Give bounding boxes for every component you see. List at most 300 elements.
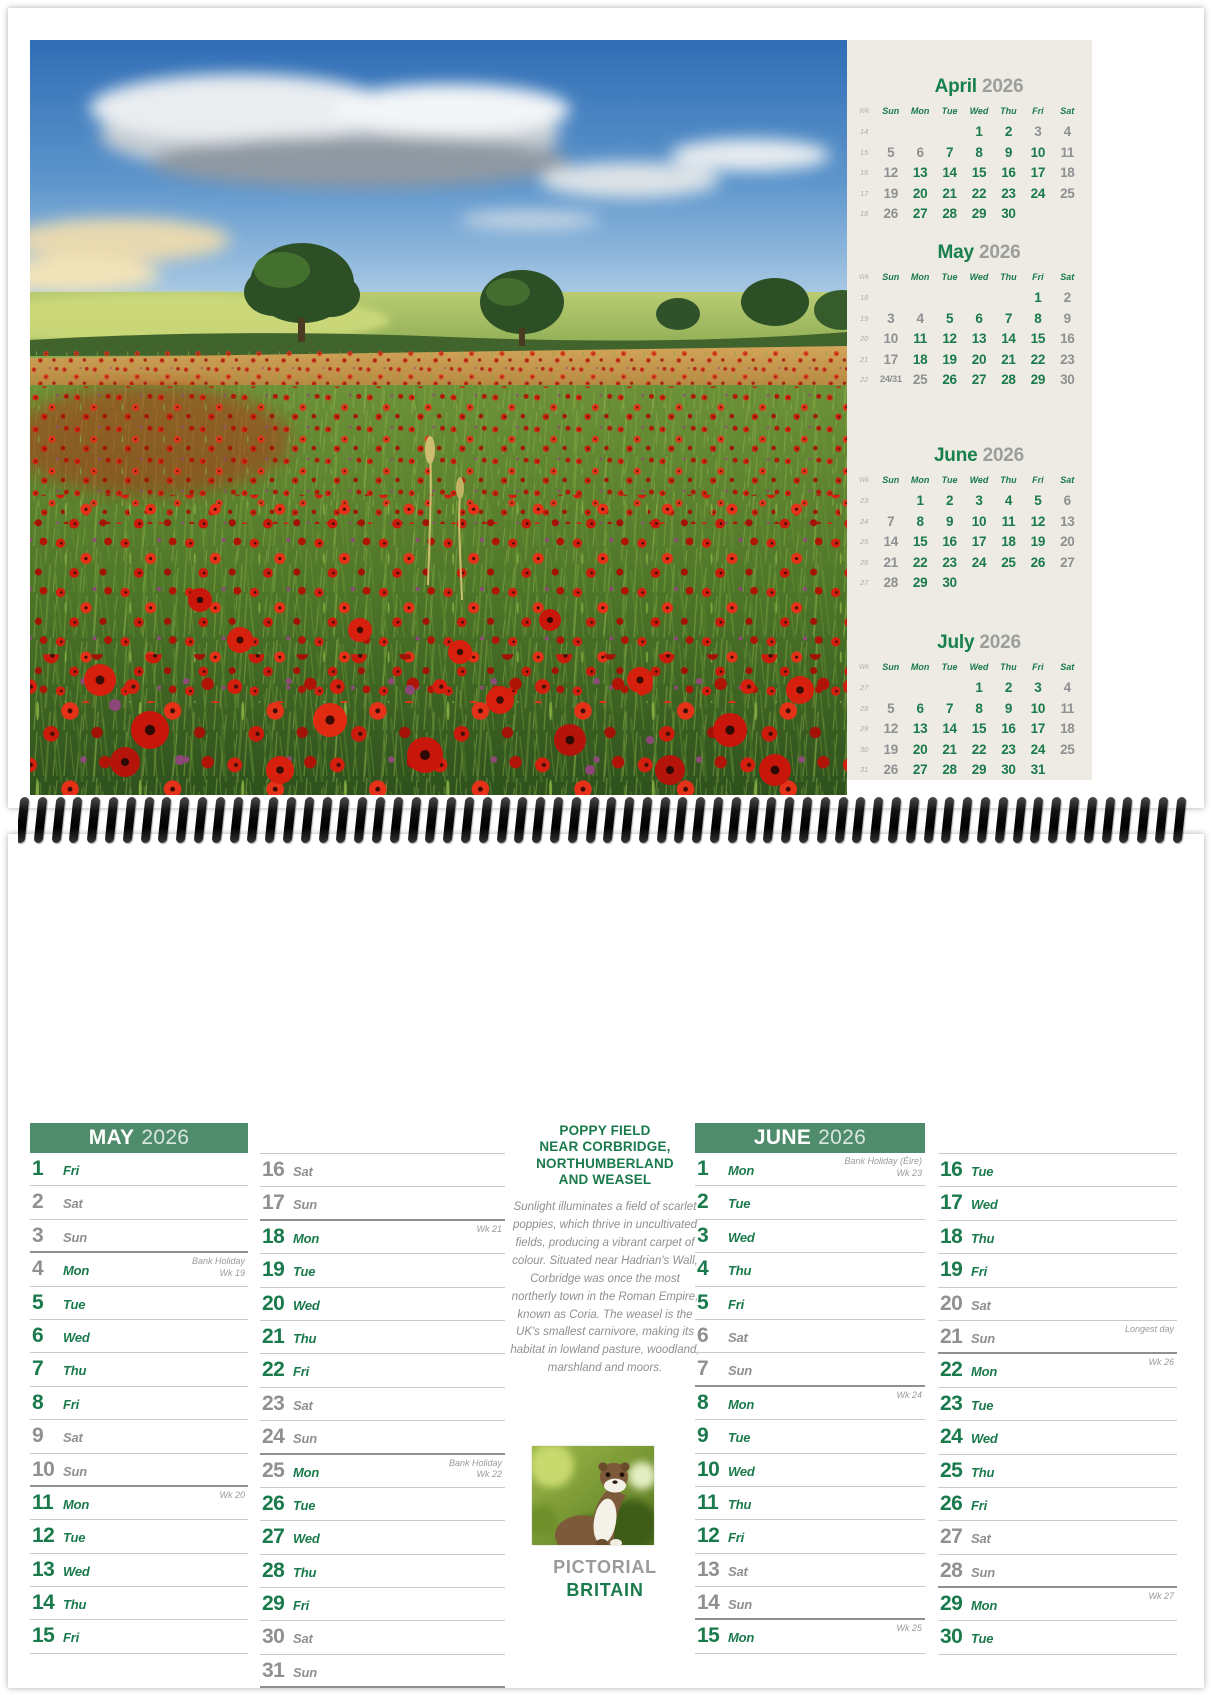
calendar-day: 26	[1030, 554, 1046, 570]
calendar-day: 7	[887, 513, 895, 529]
feature-title-line: NORTHUMBERLAND	[536, 1155, 674, 1171]
planner-day-name: Tue	[63, 1530, 86, 1546]
calendar-day: 22	[912, 554, 928, 570]
planner-row	[30, 1620, 248, 1653]
poppy-field-photo	[30, 40, 847, 795]
day-header: Fri	[1032, 106, 1044, 117]
planner-day-name: Wed	[971, 1431, 998, 1447]
planner-day-name: Wed	[293, 1531, 320, 1547]
planner-day-name: Sat	[293, 1164, 313, 1179]
calendar-day: 19	[883, 185, 898, 201]
feature-title-line: AND WEASEL	[558, 1172, 652, 1188]
calendar-day: 23	[942, 554, 957, 570]
week-column-header: Wk	[859, 476, 870, 484]
planner-row	[30, 1287, 248, 1320]
planner-day-name: Sat	[971, 1297, 991, 1313]
calendar-day: 12	[883, 721, 898, 737]
planner-day-number: 17	[262, 1191, 285, 1215]
calendar-day: 3	[887, 310, 895, 326]
week-column-header: Wk	[859, 273, 870, 281]
planner-may-right-rows	[260, 1153, 505, 1688]
planner-day-name: Tue	[293, 1264, 316, 1280]
calendar-day: 10	[1030, 144, 1046, 160]
calendar-day: 28	[1001, 372, 1016, 388]
calendar-day: 28	[883, 575, 898, 591]
calendar-day: 4	[1004, 493, 1013, 509]
planner-june-month: JUNE	[753, 1126, 812, 1149]
calendar-day: 11	[1060, 144, 1075, 160]
planner-day-number: 5	[32, 1290, 44, 1314]
planner-day-name: Fri	[293, 1598, 310, 1614]
planner-row	[260, 1221, 505, 1254]
calendar-day: 24	[1030, 185, 1046, 201]
week-number: 19	[860, 313, 869, 323]
planner-day-name: Wed	[293, 1297, 320, 1313]
planner-row	[30, 1587, 248, 1620]
planner-day-number: 6	[697, 1323, 709, 1347]
planner-row	[30, 1186, 248, 1219]
planner-day-name: Wed	[63, 1329, 90, 1345]
calendar-day: 24	[1030, 741, 1046, 757]
day-header: Sun	[882, 272, 900, 283]
week-number: 16	[860, 168, 869, 178]
mini-cal-title: April 2026	[934, 76, 1024, 97]
planner-row	[260, 1521, 505, 1554]
planner-day-name: Fri	[971, 1264, 988, 1280]
planner-day-number: 25	[262, 1458, 285, 1482]
planner-day-number: 21	[940, 1324, 963, 1348]
planner-day-name: Mon	[728, 1396, 755, 1412]
planner-day-name: Sun	[971, 1330, 995, 1346]
planner-day-name: Tue	[971, 1164, 994, 1179]
planner-day-number: 30	[262, 1625, 285, 1649]
calendar-day: 6	[916, 700, 924, 716]
planner-row	[260, 1421, 505, 1454]
calendar-day: 21	[883, 554, 898, 570]
calendar-day: 11	[1001, 513, 1016, 529]
day-header: Wed	[969, 272, 989, 283]
day-header: Mon	[910, 106, 930, 117]
mini-cal-grid	[859, 101, 1082, 224]
brand-line-2: BRITAIN	[566, 1579, 644, 1600]
calendar-day: 4	[916, 310, 924, 326]
calendar-day: 30	[1001, 206, 1016, 222]
week-number: 28	[860, 703, 869, 713]
planner-row	[695, 1620, 925, 1653]
calendar-day: 20	[971, 351, 987, 367]
mini-cal-title: June 2026	[933, 445, 1025, 466]
planner-row	[30, 1253, 248, 1286]
planner-day-name: Sat	[728, 1563, 748, 1579]
planner-day-number: 22	[940, 1358, 963, 1382]
planner-row	[695, 1320, 925, 1353]
planner-row	[938, 1187, 1177, 1220]
planner-day-notes: Wk 21	[476, 1223, 502, 1234]
planner-row	[260, 1187, 505, 1220]
calendar-bottom-page	[8, 834, 1204, 1688]
planner-day-number: 27	[940, 1525, 963, 1549]
calendar-day: 29	[971, 206, 987, 222]
day-header: Sat	[1060, 272, 1075, 283]
calendar-day: 29	[971, 762, 987, 778]
calendar-day: 25	[912, 372, 928, 388]
planner-day-number: 10	[32, 1457, 55, 1481]
calendar-day: 25	[1001, 554, 1016, 570]
weasel-illustration	[532, 1446, 654, 1545]
planner-row	[938, 1421, 1177, 1454]
day-header: Tue	[941, 272, 958, 283]
calendar-day: 15	[912, 534, 928, 550]
calendar-day: 27	[1060, 554, 1075, 570]
planner-day-name: Sun	[63, 1463, 87, 1479]
planner-row	[260, 1455, 505, 1488]
planner-day-number: 2	[697, 1190, 709, 1214]
calendar-day: 1	[916, 493, 924, 509]
planner-row	[695, 1353, 925, 1386]
planner-day-number: 30	[940, 1625, 963, 1649]
planner-row	[695, 1186, 925, 1219]
planner-day-number: 2	[32, 1190, 44, 1214]
calendar-day: 20	[912, 185, 928, 201]
planner-row	[695, 1587, 925, 1620]
planner-row	[260, 1154, 505, 1187]
planner-day-name: Sat	[63, 1196, 83, 1212]
planner-day-name: Sat	[293, 1397, 313, 1413]
calendar-day: 16	[942, 534, 957, 550]
week-number: 17	[860, 188, 869, 198]
calendar-day: 11	[913, 331, 927, 347]
calendar-day: 10	[971, 513, 987, 529]
calendar-day: 1	[975, 680, 983, 696]
planner-row	[30, 1554, 248, 1587]
planner-day-number: 9	[697, 1424, 709, 1448]
planner-row	[695, 1287, 925, 1320]
planner-june-right-rows	[938, 1153, 1177, 1655]
calendar-day: 5	[1034, 493, 1042, 509]
day-header: Sat	[1060, 475, 1075, 486]
planner-day-number: 18	[262, 1224, 285, 1248]
mini-cal-june	[859, 445, 1082, 593]
planner-day-number: 8	[32, 1390, 44, 1414]
calendar-day: 9	[945, 513, 954, 529]
planner-may-year: 2026	[141, 1126, 190, 1149]
calendar-day: 9	[1004, 700, 1013, 716]
calendar-day: 24/31	[879, 374, 902, 386]
planner-day-number: 23	[940, 1391, 963, 1415]
planner-row	[260, 1321, 505, 1354]
planner-day-notes: Longest day	[1124, 1323, 1174, 1334]
calendar-day: 3	[1034, 680, 1042, 696]
planner-row	[695, 1520, 925, 1553]
planner-day-number: 16	[940, 1158, 963, 1181]
planner-row	[260, 1488, 505, 1521]
planner-day-number: 19	[940, 1258, 963, 1282]
week-number: 22	[860, 375, 869, 385]
planner-day-number: 13	[697, 1557, 720, 1581]
planner-row	[260, 1655, 505, 1688]
planner-row	[938, 1521, 1177, 1554]
calendar-day: 16	[1060, 331, 1075, 347]
planner-row	[938, 1621, 1177, 1654]
planner-day-number: 15	[697, 1624, 720, 1648]
calendar-day: 16	[1001, 165, 1016, 181]
planner-day-name: Mon	[971, 1364, 998, 1380]
planner-row	[695, 1220, 925, 1253]
week-number: 26	[860, 557, 869, 567]
day-header: Fri	[1032, 272, 1044, 283]
planner-day-number: 1	[32, 1157, 44, 1180]
planner-day-number: 26	[940, 1491, 963, 1515]
week-number: 18	[860, 293, 869, 303]
planner-day-name: Wed	[728, 1229, 755, 1245]
calendar-day: 19	[883, 741, 898, 757]
calendar-day: 28	[942, 206, 957, 222]
calendar-day: 23	[1060, 351, 1075, 367]
mini-cal-grid	[859, 267, 1082, 390]
day-header: Tue	[941, 662, 958, 673]
calendar-day: 23	[1001, 185, 1016, 201]
calendar-day: 13	[971, 331, 987, 347]
planner-may-left-rows	[30, 1153, 248, 1654]
planner-day-number: 20	[940, 1291, 963, 1315]
calendar-day: 10	[1030, 700, 1046, 716]
week-number: 14	[860, 127, 869, 137]
planner-row	[260, 1288, 505, 1321]
planner-day-number: 22	[262, 1358, 285, 1382]
week-number: 25	[860, 537, 869, 547]
planner-day-number: 6	[32, 1323, 44, 1347]
planner-day-number: 29	[940, 1592, 963, 1616]
day-header: Thu	[1000, 475, 1017, 486]
planner-day-name: Tue	[728, 1196, 751, 1212]
planner-day-name: Sun	[293, 1431, 317, 1447]
calendar-day: 28	[942, 762, 957, 778]
planner-day-name: Thu	[728, 1496, 752, 1512]
planner-day-number: 13	[32, 1557, 55, 1581]
planner-row	[260, 1388, 505, 1421]
day-header: Sun	[882, 106, 900, 117]
calendar-day: 7	[945, 700, 954, 716]
day-header: Sun	[882, 475, 900, 486]
planner-row	[260, 1354, 505, 1387]
poppy-field-illustration	[30, 40, 847, 795]
calendar-day: 1	[1034, 290, 1042, 306]
day-header: Sat	[1060, 106, 1075, 117]
planner-day-name: Sun	[293, 1664, 317, 1680]
week-column-header: Wk	[859, 663, 870, 671]
planner-day-name: Wed	[728, 1463, 755, 1479]
planner-day-number: 24	[262, 1425, 285, 1449]
calendar-day: 8	[1034, 310, 1042, 326]
calendar-day: 22	[1030, 351, 1046, 367]
planner-row	[30, 1220, 248, 1253]
planner-day-number: 4	[697, 1257, 709, 1281]
calendar-day: 21	[942, 185, 957, 201]
week-column-header: Wk	[859, 107, 870, 115]
feature-body: Sunlight illuminates a field of scarlet poppies, which thrive in uncultivated fields, producing a vibrant carpet of colour. Situated near Hadrian's Wall, Corbridge was once the most northerly town in the Roman Empire, known as Coria. The weasel is the UK's smallest carnivore, making its habitat in lowland pasture, woodland, marshland and moors.	[510, 1200, 700, 1375]
day-header: Thu	[1000, 662, 1017, 673]
planner-day-number: 3	[32, 1223, 44, 1247]
calendar-day: 27	[912, 762, 928, 778]
planner-row	[938, 1288, 1177, 1321]
planner-day-number: 16	[262, 1158, 285, 1181]
calendar-day: 15	[1030, 331, 1046, 347]
calendar-day: 18	[1060, 165, 1075, 181]
planner-day-name: Mon	[63, 1263, 90, 1279]
planner-day-name: Sat	[293, 1631, 313, 1647]
calendar-day: 17	[1030, 165, 1046, 181]
calendar-day: 26	[942, 372, 957, 388]
calendar-day: 8	[916, 513, 924, 529]
planner-day-number: 26	[262, 1491, 285, 1515]
calendar-day: 16	[1001, 721, 1016, 737]
planner-day-number: 9	[32, 1424, 44, 1448]
planner-row	[30, 1420, 248, 1453]
planner-day-name: Tue	[293, 1497, 316, 1513]
calendar-day: 2	[945, 493, 954, 509]
planner-day-name: Sun	[293, 1197, 317, 1213]
day-header: Sat	[1060, 662, 1075, 673]
calendar-day: 12	[1030, 513, 1046, 529]
calendar-day: 22	[971, 185, 987, 201]
calendar-day: 17	[971, 534, 987, 550]
planner-day-number: 10	[697, 1457, 720, 1481]
planner-day-name: Fri	[971, 1497, 988, 1513]
calendar-day: 26	[883, 206, 898, 222]
planner-day-number: 24	[940, 1425, 963, 1449]
planner-row	[30, 1153, 248, 1186]
planner-row	[938, 1254, 1177, 1287]
calendar-day: 20	[912, 741, 928, 757]
feature-title	[510, 1123, 700, 1189]
calendar-day: 24	[971, 554, 987, 570]
planner-day-number: 12	[32, 1524, 55, 1548]
calendar-day: 25	[1060, 185, 1075, 201]
calendar-day: 7	[945, 144, 954, 160]
planner-day-name: Thu	[63, 1597, 87, 1613]
mini-cal-july	[859, 632, 1082, 780]
day-header: Sun	[882, 662, 900, 673]
planner-day-name: Wed	[971, 1197, 998, 1213]
planner-row	[695, 1554, 925, 1587]
planner-day-name: Thu	[971, 1230, 995, 1246]
planner-june-left-rows	[695, 1153, 925, 1654]
calendar-day: 14	[942, 721, 957, 737]
day-header: Tue	[941, 106, 958, 117]
planner-row	[938, 1588, 1177, 1621]
planner-day-number: 11	[32, 1490, 54, 1514]
planner-day-name: Fri	[63, 1163, 80, 1178]
planner-row	[938, 1221, 1177, 1254]
week-number: 21	[860, 354, 869, 364]
calendar-day: 4	[1063, 680, 1071, 696]
planner-row	[938, 1455, 1177, 1488]
brand-logo	[510, 1556, 700, 1601]
mini-cal-grid	[859, 470, 1082, 593]
calendar-day: 9	[1004, 144, 1013, 160]
week-number: 24	[860, 516, 869, 526]
calendar-day: 4	[1063, 124, 1071, 140]
planner-day-name: Thu	[293, 1564, 317, 1580]
planner-day-name: Thu	[63, 1363, 87, 1379]
mini-cal-title: July 2026	[937, 632, 1021, 653]
planner-day-number: 8	[697, 1390, 709, 1414]
planner-row	[695, 1387, 925, 1420]
planner-row	[30, 1353, 248, 1386]
week-number: 18	[860, 209, 869, 219]
calendar-day: 13	[912, 721, 928, 737]
planner-day-name: Fri	[293, 1364, 310, 1380]
week-number: 31	[860, 765, 869, 775]
calendar-day: 10	[883, 331, 898, 347]
calendar-day: 14	[942, 165, 957, 181]
calendar-day: 11	[1060, 700, 1075, 716]
day-header: Thu	[1000, 272, 1017, 283]
calendar-day: 6	[1063, 493, 1071, 509]
calendar-day: 20	[1060, 534, 1075, 550]
planner-day-notes: Bank Holiday Wk 19	[191, 1256, 245, 1278]
mini-cal-grid	[859, 657, 1082, 780]
week-number: 20	[860, 334, 869, 344]
calendar-day: 30	[1060, 372, 1075, 388]
planner-day-number: 14	[697, 1591, 720, 1615]
mini-cal-april	[859, 76, 1082, 224]
calendar-day: 2	[1004, 680, 1013, 696]
calendar-day: 19	[1030, 534, 1046, 550]
planner-day-name: Fri	[63, 1396, 80, 1412]
calendar-day: 21	[942, 741, 957, 757]
day-header: Wed	[969, 106, 989, 117]
calendar-day: 5	[887, 700, 895, 716]
planner-day-number: 12	[697, 1524, 720, 1548]
week-number: 15	[860, 147, 869, 157]
planner-row	[260, 1555, 505, 1588]
calendar-day: 18	[1060, 721, 1075, 737]
planner-day-name: Fri	[728, 1296, 745, 1312]
planner-row	[260, 1621, 505, 1654]
planner-row	[695, 1253, 925, 1286]
calendar-day: 2	[1063, 290, 1071, 306]
calendar-day: 14	[883, 534, 898, 550]
planner-day-number: 15	[32, 1624, 55, 1648]
planner-row	[695, 1153, 925, 1186]
planner-row	[30, 1454, 248, 1487]
calendar-day: 2	[1004, 124, 1013, 140]
day-header: Fri	[1032, 475, 1044, 486]
feature-text-block	[510, 1123, 700, 1378]
day-header: Wed	[969, 662, 989, 673]
calendar-day: 26	[883, 762, 898, 778]
planner-day-name: Mon	[728, 1630, 755, 1646]
planner-row	[30, 1387, 248, 1420]
spiral-binding	[18, 797, 1200, 847]
planner-day-name: Fri	[728, 1530, 745, 1546]
calendar-day: 21	[1001, 351, 1016, 367]
planner-day-name: Mon	[293, 1464, 320, 1480]
planner-day-name: Tue	[971, 1397, 994, 1413]
calendar-day: 3	[975, 493, 983, 509]
mini-cal-title: May 2026	[937, 242, 1021, 263]
planner-day-name: Mon	[971, 1598, 998, 1614]
feature-title-line: NEAR CORBRIDGE,	[539, 1139, 671, 1155]
week-number: 23	[860, 496, 869, 506]
planner-row	[695, 1487, 925, 1520]
planner-day-number: 29	[262, 1592, 285, 1616]
planner-day-number: 25	[940, 1458, 963, 1482]
calendar-top-page	[8, 8, 1204, 808]
planner-row	[260, 1588, 505, 1621]
planner-day-notes: Bank Holiday Wk 22	[448, 1457, 502, 1480]
